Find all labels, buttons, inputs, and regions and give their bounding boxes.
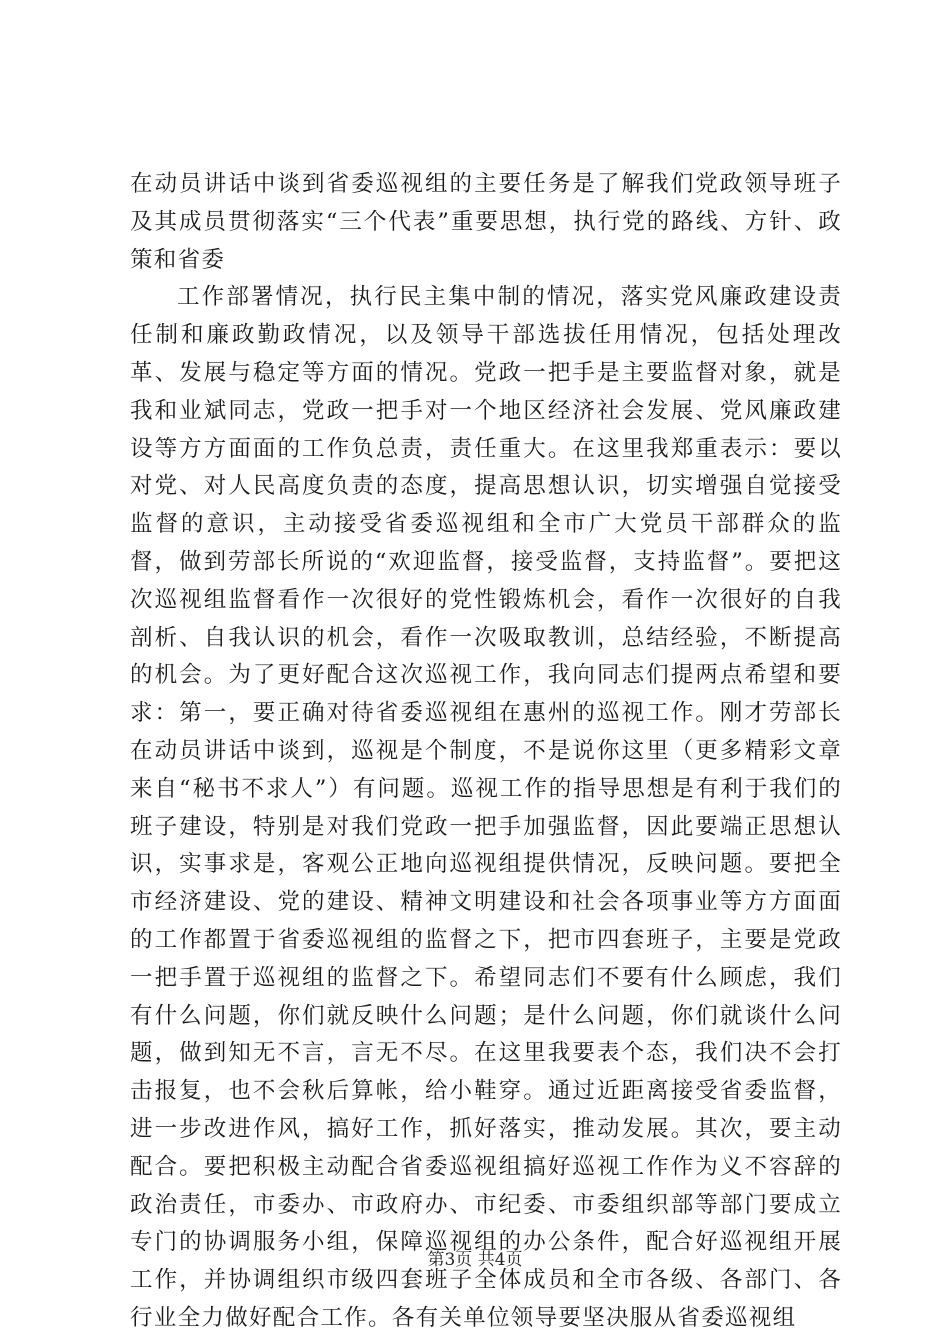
paragraph-2: 工作部署情况，执行民主集中制的情况，落实党风廉政建设责任制和廉政勤政情况，以及领导干部选拔任用情况，包括处理改革、发展与稳定等方面的情况。党政一把手是主要监督对象，就是我和业斌同志，党政一把手对一个地区经济社会发展、党风廉政建设等方方面面的工作负总责，责任重大。在这里我郑重表示：要以对党、对人民高度负责的态度，提高思想认识，切实增强自觉接受监督的意识，主动接受省委巡视组和全市广大党员干部群众的监督，做到劳部长所说的“欢迎监督，接受监督，支持监督”。要把这次巡视组监督看作一次很好的党性锻炼机会，看作一次很好的自我剖析、自我认识的机会，看作一次吸取教训，总结经验，不断提高的机会。为了更好配合这次巡视工作，我向同志们提两点希望和要求：第一，要正确对待省委巡视组在惠州的巡视工作。刚才劳部长在动员讲话中谈到，巡视是个制度，不是说你这里（更多精彩文章来自“秘书不求人”）有问题。巡视工作的指导思想是有利于我们的班子建设，特别是对我们党政一把手加强监督，因此要端正思想认识，实事求是，客观公正地向巡视组提供情况，反映问题。要把全市经济建设、党的建设、精神文明建设和社会各项事业等方方面面的工作都置于省委巡视组的监督之下，把市四套班子，主要是党政一把手置于巡视组的监督之下。希望同志们不要有什么顾虑，我们有什么问题，你们就反映什么问题；是什么问题，你们就谈什么问题，做到知无不言，言无不尽。在这里我要表个态，我们决不会打击报复，也不会秋后算帐，给小鞋穿。通过近距离接受省委监督，进一步改进作风，搞好工作，抓好落实，推动发展。其次，要主动配合。要把积极主动配合省委巡视组搞好巡视工作作为义不容辞的政治责任，市委办、市政府办、市纪委、市委组织部等部门要成立专门的协调服务小组，保障巡视组的办公条件，配合好巡视组开展工作，并协调组织市级四套班子全体成员和全市各级、各部门、各行业全力做好配合工作。各有关单位领导要坚决服从省委巡视组 [130, 284, 842, 1331]
paragraph-1: 在动员讲话中谈到省委巡视组的主要任务是了解我们党政领导班子及其成员贯彻落实“三个代表”重要思想，执行党的路线、方针、政策和省委 [130, 171, 842, 273]
page-number: 第3页 共4页 [427, 1250, 523, 1270]
document-body [130, 166, 842, 1338]
